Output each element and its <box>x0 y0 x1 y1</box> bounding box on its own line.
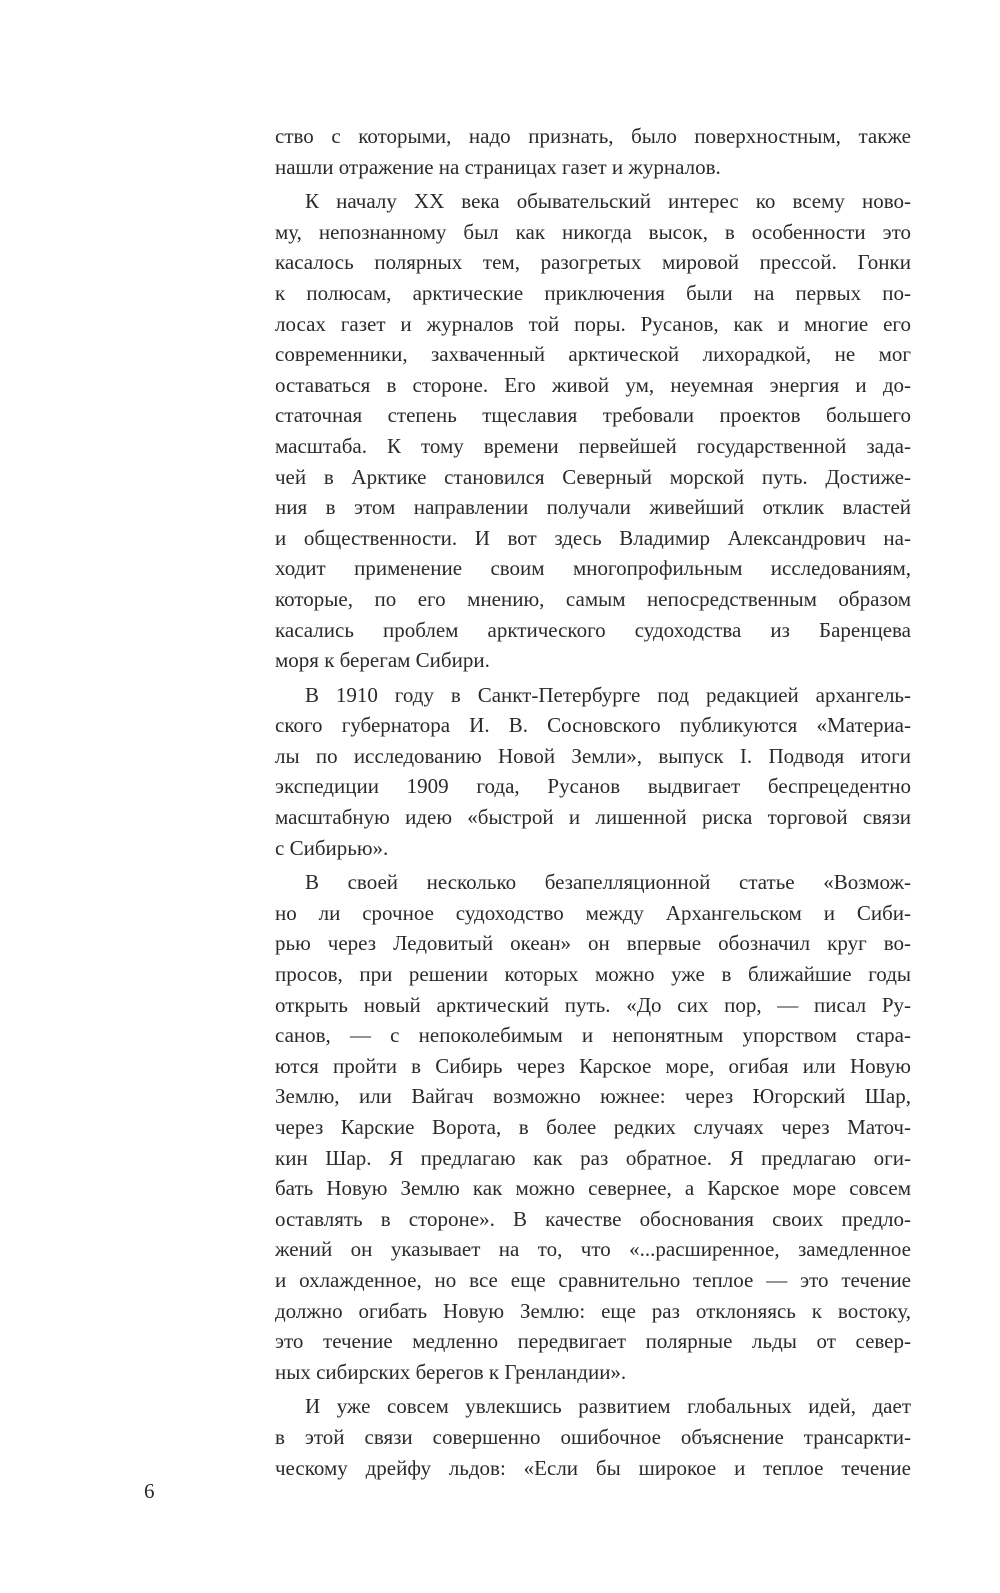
text-line: и охлажденное, но все еще сравнительно теплое — это течение <box>275 1267 911 1292</box>
text-line: лосах газет и журналов той поры. Русанов, как и многие его <box>275 311 911 336</box>
text-line: просов, при решении которых можно уже в ближайшие годы <box>275 962 911 987</box>
text-line: Землю, или Вайгач возможно южнее: через Югорский Шар, <box>275 1084 911 1109</box>
text-line: масштабную идею «быстрой и лишенной риска торговой связи <box>275 805 911 830</box>
text-line: В своей несколько безапелляционной статье «Возмож- <box>305 870 911 895</box>
text-line: которые, по его мнению, самым непосредственным образом <box>275 586 911 611</box>
text-line: ство с которыми, надо признать, было поверхностным, также <box>275 124 911 148</box>
text-line: и общественности. И вот здесь Владимир Александрович на- <box>275 525 911 550</box>
text-line: нашли отражение на страницах газет и журналов. <box>275 154 721 179</box>
text-line: лы по исследованию Новой Земли», выпуск I. Подводя итоги <box>275 743 911 768</box>
text-line: ходит применение своим многопрофильным исследованиям, <box>275 556 911 581</box>
text-line: К началу XX века обывательский интерес ко всему ново- <box>305 189 911 214</box>
text-line: В 1910 году в Санкт-Петербурге под редакцией архангель- <box>305 682 911 707</box>
text-line: современники, захваченный арктической лихорадкой, не мог <box>275 342 911 367</box>
text-line: ческому дрейфу льдов: «Если бы широкое и теплое течение <box>275 1455 911 1480</box>
body-text <box>275 121 911 1483</box>
paragraph <box>275 1391 911 1483</box>
text-line: И уже совсем увлекшись развитием глобальных идей, дает <box>305 1394 911 1419</box>
text-line: должно огибать Новую Землю: еще раз отклоняясь к востоку, <box>275 1298 911 1323</box>
text-line: му, непознанному был как никогда высок, в особенности это <box>275 219 911 244</box>
text-line: статочная степень тщеславия требовали проектов большего <box>275 403 911 428</box>
paragraph <box>275 867 911 1387</box>
text-line: к полюсам, арктические приключения были на первых по- <box>275 280 911 305</box>
text-line: жений он указывает на то, что «...расширенное, замедленное <box>275 1237 911 1262</box>
text-line: ных сибирских берегов к Гренландии». <box>275 1359 627 1384</box>
text-line: рью через Ледовитый океан» он впервые обозначил круг во- <box>275 931 911 956</box>
text-line: санов, — с непоколебимым и непонятным упорством стара- <box>275 1023 911 1048</box>
text-line: в этой связи совершенно ошибочное объяснение трансаркти- <box>275 1424 911 1449</box>
text-line: бать Новую Землю как можно севернее, а Карское море совсем <box>275 1176 911 1201</box>
text-line: через Карские Ворота, в более редких случаях через Маточ- <box>275 1115 911 1139</box>
paragraph <box>275 121 911 182</box>
text-line: ния в этом направлении получали живейший отклик властей <box>275 495 911 520</box>
text-line: ского губернатора И. В. Сосновского публикуются «Материа- <box>275 713 911 738</box>
text-line: открыть новый арктический путь. «До сих пор, — писал Ру- <box>275 992 911 1017</box>
text-line: чей в Арктике становился Северный морской путь. Достиже- <box>275 464 911 489</box>
text-line: масштаба. К тому времени первейшей государственной зада- <box>275 433 911 458</box>
text-line: моря к берегам Сибири. <box>275 648 490 673</box>
paragraph <box>275 680 911 864</box>
paragraph <box>275 186 911 676</box>
text-line: оставаться в стороне. Его живой ум, неуемная энергия и до- <box>275 372 911 397</box>
text-line: ются пройти в Сибирь через Карское море, огибая или Новую <box>275 1053 911 1078</box>
text-line: оставлять в стороне». В качестве обоснования своих предло- <box>275 1206 911 1231</box>
text-line: но ли срочное судоходство между Архангельском и Сиби- <box>275 900 911 925</box>
text-line: с Сибирью». <box>275 835 389 860</box>
text-line: экспедиции 1909 года, Русанов выдвигает беспрецедентно <box>275 774 911 799</box>
text-line: кин Шар. Я предлагаю как раз обратное. Я предлагаю оги- <box>275 1145 911 1170</box>
page-number: 6 <box>144 1479 155 1503</box>
text-line: это течение медленно передвигает полярные льды от север- <box>275 1329 911 1354</box>
text-line: касалось полярных тем, разогретых мировой прессой. Гонки <box>275 250 911 275</box>
text-line: касались проблем арктического судоходства из Баренцева <box>275 617 911 642</box>
